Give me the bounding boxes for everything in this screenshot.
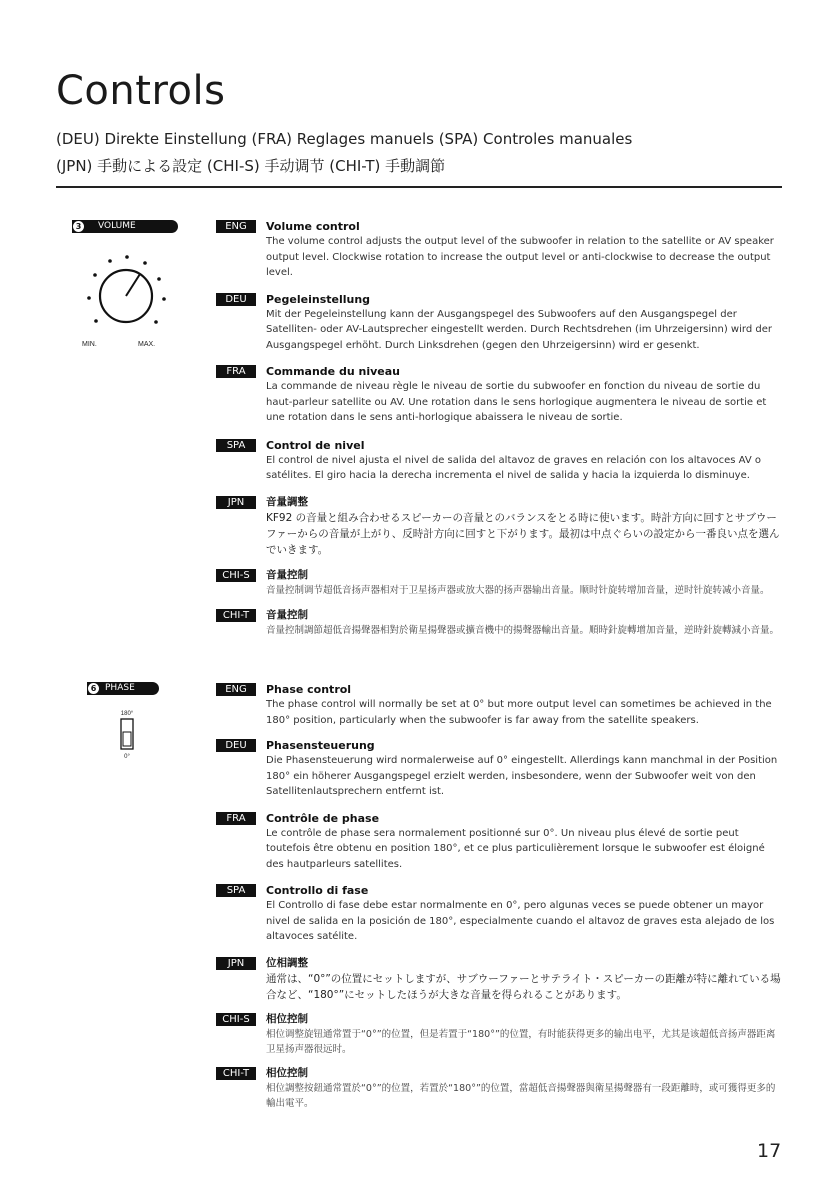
entry-title: 相位控制 [266, 1012, 308, 1025]
volume-entry-chi-t [216, 608, 782, 638]
entry-body: 音量控制调节超低音扬声器相对于卫星扬声器或放大器的扬声器输出音量。顺时针旋转增加音量，逆时针旋转减小音量。 [266, 584, 770, 596]
volume-entry-chi-s [216, 568, 782, 598]
phase-switch-diagram [112, 708, 142, 760]
entry-title: Control de nivel [266, 438, 365, 452]
volume-badge-number: 3 [73, 221, 84, 232]
phase-entry-eng [216, 682, 782, 728]
entry-body: Le contrôle de phase sera normalement positionné sur 0°. Un niveau plus élevé de sortie peut toutefois être obtenu en position 180°, et ce plus particulièrement lorsque le subwoofer est éloigné des hautparleurs satellites. [266, 827, 765, 870]
phase-entry-spa [216, 883, 782, 945]
volume-entries [216, 219, 782, 638]
phase-entry-deu [216, 738, 782, 800]
entry-body: 音量控制調節超低音揚聲器相對於衛星揚聲器或擴音機中的揚聲器輸出音量。順時針旋轉增加音量，逆時針旋轉減小音量。 [266, 624, 780, 636]
lang-tag: FRA [216, 812, 256, 825]
volume-entry-spa [216, 438, 782, 484]
entry-body: 通常は、“0°”の位置にセットしますが、サブウーファーとサテライト・スピーカーの距離が特に離れている場合など、“180°”にセットしたほうが大きな音量を得られることがあります。 [266, 972, 781, 1001]
lang-tag: ENG [216, 220, 256, 233]
entry-title: Pegeleinstellung [266, 292, 371, 306]
entry-body: 相位调整旋钮通常置于“0°”的位置，但是若置于“180°”的位置，有时能获得更多的输出电平，尤其是该超低音扬声器距离卫星扬声器很远时。 [266, 1028, 776, 1055]
lang-tag: ENG [216, 683, 256, 696]
entry-title: Volume control [266, 220, 360, 233]
switch-bottom-label: 0° [124, 754, 130, 760]
volume-badge [72, 220, 178, 233]
languages-line-2: (JPN) 手動による設定 (CHI-S) 手动调节 (CHI-T) 手動調節 [56, 157, 446, 175]
lang-tag: DEU [216, 739, 256, 752]
lang-tag: CHI-T [216, 609, 256, 622]
phase-badge [87, 682, 159, 695]
lang-tag: DEU [216, 293, 256, 306]
entry-title: 音量控制 [266, 568, 308, 581]
languages-line-1: (DEU) Direkte Einstellung (FRA) Reglages manuels (SPA) Controles manuales [56, 130, 633, 148]
entry-title: Contrôle de phase [266, 811, 380, 825]
volume-entry-jpn [216, 495, 782, 558]
entry-body: La commande de niveau règle le niveau de sortie du subwoofer en fonction du niveau de sortie du haut-parleur satellite ou AV. Une rotation dans le sens horlogique augmentera le niveau de sortie et une rotation dans le sens anti-horlogique abaissera le niveau de sortie. [266, 381, 767, 423]
entry-body: The volume control adjusts the output level of the subwoofer in relation to the satellite or AV speaker output level. Clockwise rotation to increase the output level or anti-clockwise to decrease the output level. [266, 236, 774, 278]
entry-body: El Controllo di fase debe estar normalmente en 0°, pero algunas veces se puede obtener un mayor nivel de salida en la posición de 180°, especialmente cuando el altavoz de graves esta alejado de los altavoces satélite. [266, 900, 775, 942]
volume-badge-label: VOLUME [98, 221, 136, 231]
phase-badge-label: PHASE [105, 683, 135, 693]
lang-tag: CHI-S [216, 569, 256, 582]
volume-entry-fra [216, 364, 782, 426]
lang-tag: JPN [216, 496, 256, 509]
lang-tag: SPA [216, 884, 256, 897]
lang-tag: JPN [216, 957, 256, 970]
entry-body: 相位調整按鈕通常置於“0°”的位置，若置於“180°”的位置，當超低音揚聲器與衛星揚聲器有一段距離時，或可獲得更多的輸出電平。 [266, 1082, 776, 1109]
lang-tag: FRA [216, 365, 256, 378]
entry-title: Controllo di fase [266, 884, 369, 897]
page-title: Controls [56, 68, 226, 114]
phase-entry-fra [216, 811, 782, 873]
knob-min-label: MIN. [82, 341, 97, 348]
entry-title: 音量控制 [266, 608, 308, 621]
lang-tag: SPA [216, 439, 256, 452]
phase-entry-jpn [216, 956, 782, 1003]
entry-body: Die Phasensteuerung wird normalerweise auf 0° eingestellt. Allerdings kann manchmal in der Position 180° ein höherer Ausgangspegel erzielt werden, insbesondere, wenn der Subwoofer weit von den Satellitenlautsprechern entfernt ist. [266, 755, 778, 797]
phase-entry-chi-t [216, 1066, 782, 1111]
entry-body: KF92 の音量と組み合わせるスピーカーの音量とのバランスをとる時に使います。時計方向に回すとサブウーファーからの音量が上がり、反時計方向に回すと下がります。最初は中点ぐらいの設定から一番良い点を選んでいきます。 [266, 511, 780, 556]
entry-body: The phase control will normally be set at 0° but more output level can sometimes be achieved in the 180° position, particularly when the subwoofer is far away from the satellite speakers. [266, 699, 772, 726]
entry-title: 位相調整 [266, 956, 308, 969]
entry-title: Commande du niveau [266, 365, 400, 378]
knob-max-label: MAX. [138, 341, 156, 348]
header-divider [56, 186, 782, 188]
phase-entry-chi-s [216, 1012, 782, 1057]
entry-title: Phasensteuerung [266, 739, 375, 752]
entry-title: Phase control [266, 683, 352, 696]
lang-tag: CHI-S [216, 1013, 256, 1026]
volume-entry-eng [216, 219, 782, 281]
volume-entry-deu [216, 292, 782, 354]
entry-title: 相位控制 [266, 1066, 308, 1079]
lang-tag: CHI-T [216, 1067, 256, 1080]
page-number: 17 [757, 1140, 782, 1162]
phase-entries [216, 682, 782, 1111]
volume-knob-diagram [80, 252, 172, 348]
entry-body: Mit der Pegeleinstellung kann der Ausgangspegel des Subwoofers auf den Ausgangspegel der Satelliten- oder AV-Lautsprecher eingestellt werden. Durch Rechtsdrehen (im Uhrzeigersinn) wird der Ausgangspegel erhöht. Durch Linksdrehen (gegen den Uhrzeigersinn) wird er gesenkt. [266, 308, 772, 351]
phase-badge-number: 6 [88, 683, 99, 694]
entry-body: El control de nivel ajusta el nivel de salida del altavoz de graves en relación con los altavoces AV o satélites. El giro hacia la derecha incrementa el nivel de salida y hacia la izquierda lo disminuye. [266, 454, 762, 481]
entry-title: 音量調整 [266, 495, 308, 508]
switch-top-label: 180° [120, 711, 134, 717]
